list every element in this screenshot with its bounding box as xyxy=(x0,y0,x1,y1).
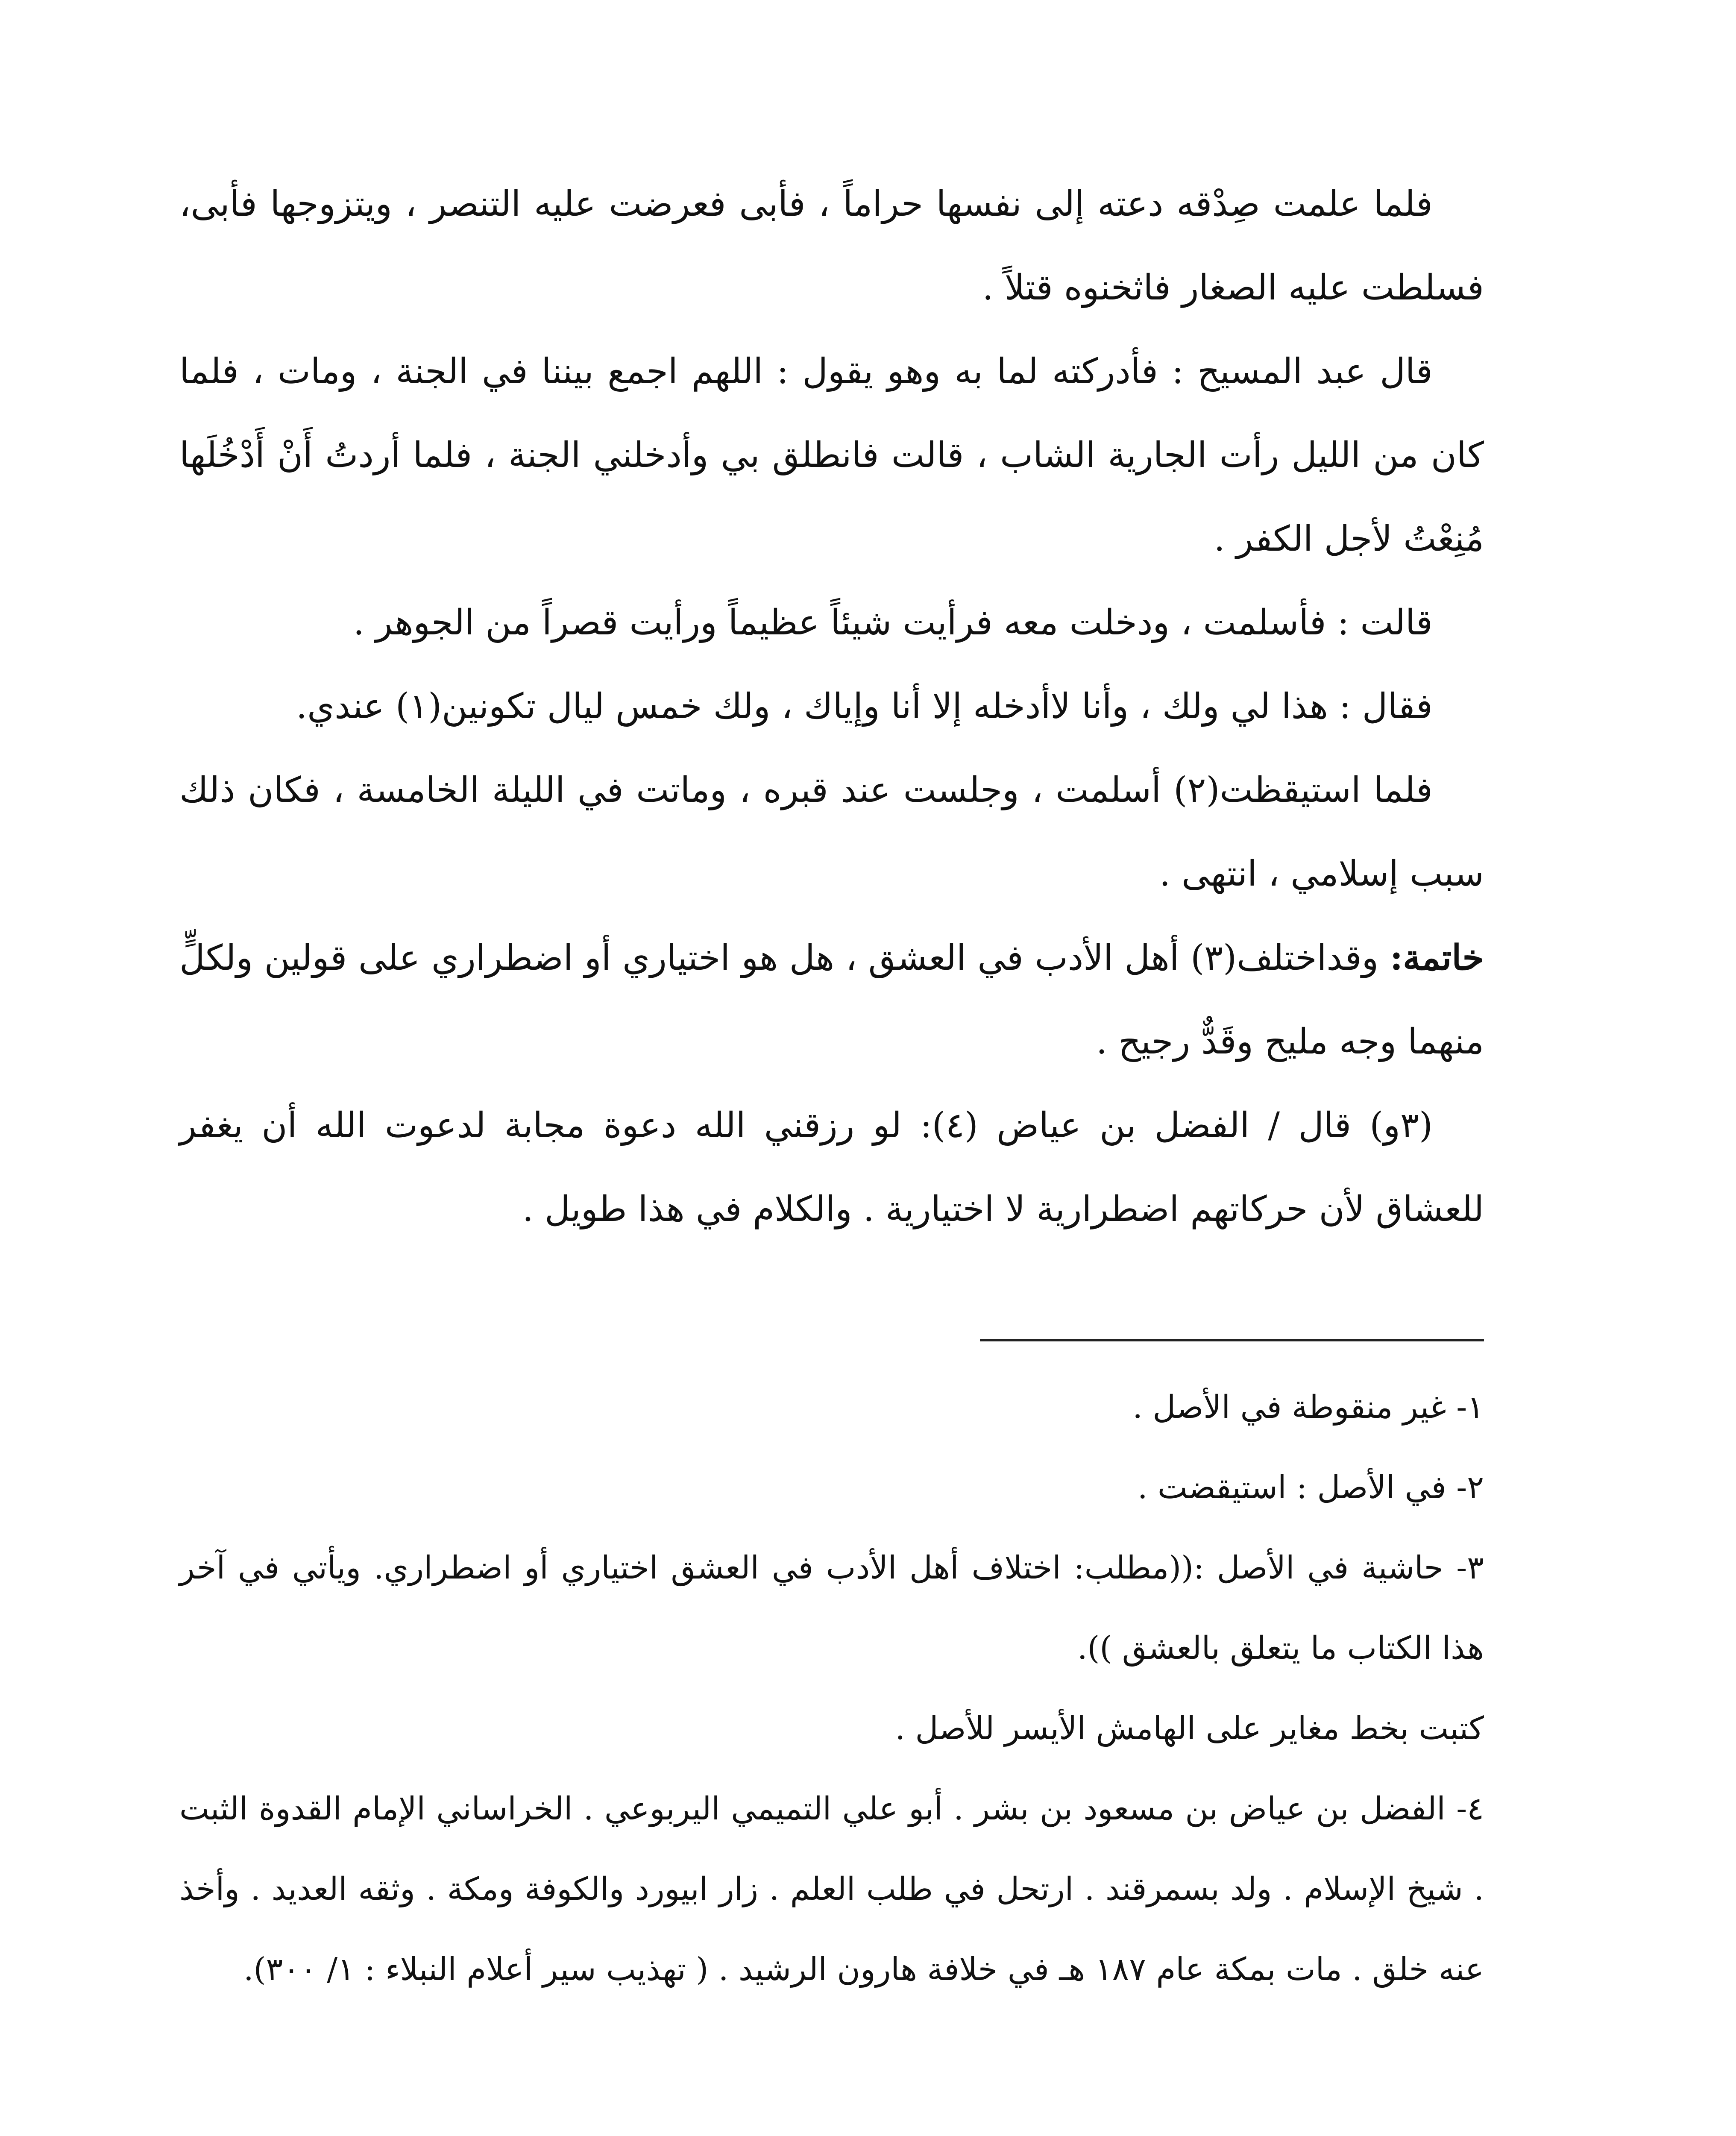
footnote: كتبت بخط مغاير على الهامش الأيسر للأصل . xyxy=(895,1710,1484,1747)
paragraph: (٣و) قال / الفضل بن عياض (٤): لو رزقني الله دعوة مجابة لدعوت الله أن يغفر للعشاق لأن حركاتهم اضطرارية لا اختيارية . والكلام في هذا طويل . xyxy=(179,1105,1484,1229)
paragraph: قال عبد المسيح : فأدركته لما به وهو يقول : اللهم اجمع بيننا في الجنة ، ومات ، فلما كان من الليل رأت الجارية الشاب ، قالت فانطلق بي وأدخلني الجنة ، فلما أردتُ أَنْ أَدْخُلَها مُنِعْتُ لأجل الكفر . xyxy=(179,351,1484,559)
conclusion-heading: خاتمة: xyxy=(1390,937,1484,978)
paragraph: فقال : هذا لي ولك ، وأنا لاأدخله إلا أنا وإياك ، ولك خمس ليال تكونين(١) عندي. xyxy=(296,686,1433,727)
footnotes xyxy=(179,1367,1484,2010)
footnote: ٣- حاشية في الأصل :((مطلب: اختلاف أهل الأدب في العشق اختياري أو اضطراري. ويأتي في آخر هذا الكتاب ما يتعلق بالعشق )). xyxy=(179,1549,1484,1667)
main-text xyxy=(179,162,1484,1251)
conclusion-text: وقداختلف(٣) أهل الأدب في العشق ، هل هو اختياري أو اضطراري على قولين ولكلٍّ منهما وجه مليح وقَدٌّ رجيح . xyxy=(179,938,1484,1062)
conclusion-paragraph xyxy=(179,916,1484,1084)
footnote: ٤- الفضل بن عياض بن مسعود بن بشر . أبو علي التميمي اليربوعي . الخراساني الإمام القدوة الثبت . شيخ الإسلام . ولد بسمرقند . ارتحل في طلب العلم . زار ابيورد والكوفة ومكة . وثقه العديد . وأخذ عنه خلق . مات بمكة عام ١٨٧ هـ في خلافة هارون الرشيد . ( تهذيب سير أعلام النبلاء : ١/ ٣٠٠). xyxy=(179,1790,1484,1988)
footnote: ٢- في الأصل : استيقضت . xyxy=(1137,1469,1484,1506)
paragraph: فلما استيقظت(٢) أسلمت ، وجلست عند قبره ، وماتت في الليلة الخامسة ، فكان ذلك سبب إسلامي ، انتهى . xyxy=(179,770,1484,894)
paragraph: فلما علمت صِدْقه دعته إلى نفسها حراماً ، فأبى فعرضت عليه التنصر ، ويتزوجها فأبى، فسلطت عليه الصغار فاثخنوه قتلاً . xyxy=(179,184,1484,308)
footnote: ١- غير منقوطة في الأصل . xyxy=(1132,1389,1484,1426)
paragraph: قالت : فأسلمت ، ودخلت معه فرأيت شيئاً عظيماً ورأيت قصراً من الجوهر . xyxy=(353,602,1433,643)
footnote-divider xyxy=(980,1339,1484,1341)
